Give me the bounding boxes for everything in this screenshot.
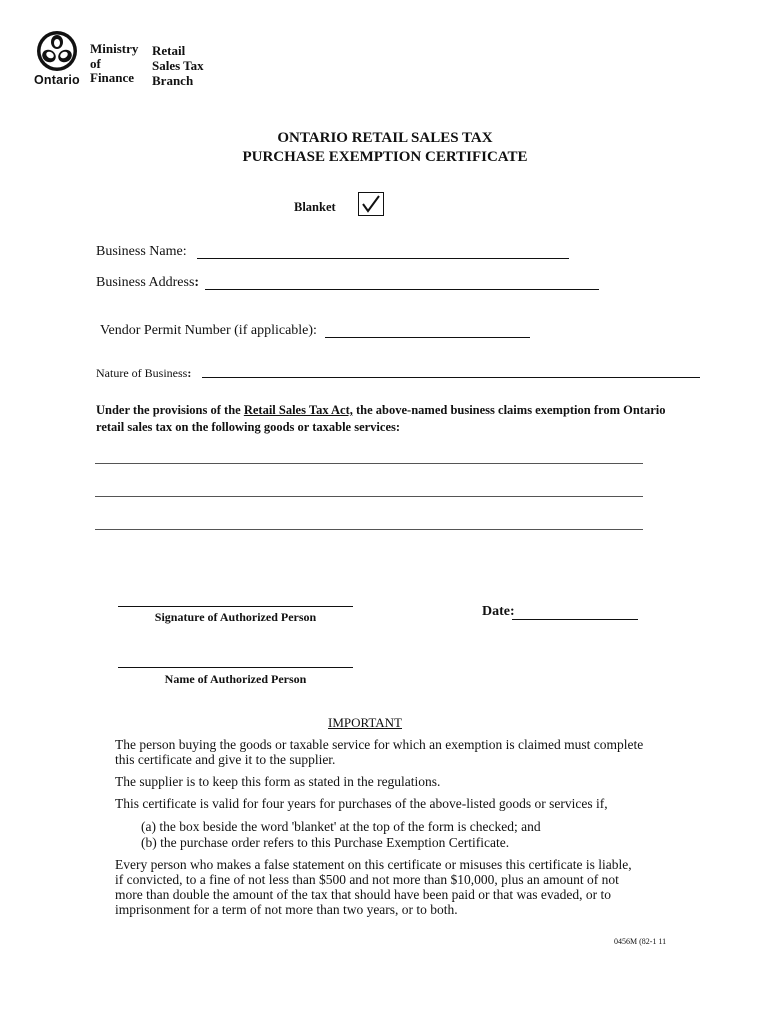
authorized-name-field[interactable] [118, 667, 353, 668]
business-address-field[interactable] [205, 289, 599, 290]
signature-field[interactable] [118, 606, 353, 607]
business-name-label: Business Name: [96, 244, 187, 259]
goods-line-3[interactable] [95, 529, 643, 530]
business-name-field[interactable] [197, 258, 569, 259]
form-title-line1: ONTARIO RETAIL SALES TAX [277, 130, 493, 146]
vendor-permit-field[interactable] [325, 337, 530, 338]
retail-sales-tax-act: Retail Sales Tax Act, [243, 403, 353, 417]
ontario-wordmark: Ontario [34, 73, 80, 87]
blanket-label: Blanket [294, 200, 336, 214]
provision-statement: Under the provisions of the Retail Sales Tax Act, the above-named business claims exemption from Ontario retail sales tax on the following goods or taxable services: [96, 403, 666, 434]
form-title-line2: PURCHASE EXEMPTION CERTIFICATE [242, 149, 528, 165]
branch-name: Retail Sales Tax Branch [152, 43, 204, 88]
nature-of-business-label: Nature of Business: [96, 366, 192, 380]
condition-a: (a) the box beside the word 'blanket' at the top of the form is checked; and [141, 819, 541, 834]
business-address-label: Business Address: [96, 275, 200, 290]
authorized-name-label: Name of Authorized Person [164, 672, 307, 686]
ministry-name: Ministry of Finance [90, 41, 139, 85]
important-paragraph-4: Every person who makes a false statement on this certificate or misuses this certificate is liable, if convicted, to a fine of not less than $500 and not more than $10,000, plus an amount of not more than double the amount of the tax that should have been paid or that was evaded, or to imprisonment for a term of not more than two years, or to both. [115, 857, 632, 917]
goods-line-1[interactable] [95, 463, 643, 464]
condition-b: (b) the purchase order refers to this Purchase Exemption Certificate. [141, 835, 510, 850]
trillium-icon [34, 30, 86, 74]
important-paragraph-2: The supplier is to keep this form as stated in the regulations. [115, 774, 441, 789]
nature-of-business-field[interactable] [202, 377, 700, 378]
date-label: Date: [482, 604, 515, 619]
important-paragraph-1: The person buying the goods or taxable service for which an exemption is claimed must complete this certificate and give it to the supplier. [115, 737, 644, 767]
form-number: 0456M (82-1 11 [614, 937, 667, 946]
date-field[interactable] [512, 619, 638, 620]
signature-label: Signature of Authorized Person [154, 610, 317, 624]
goods-line-2[interactable] [95, 496, 643, 497]
important-heading: IMPORTANT [327, 715, 402, 730]
blanket-checkbox[interactable] [358, 192, 384, 216]
checkmark-icon [359, 193, 383, 215]
vendor-permit-label: Vendor Permit Number (if applicable): [100, 323, 317, 338]
important-paragraph-3: This certificate is valid for four years for purchases of the above-listed goods or services if, [115, 796, 608, 811]
